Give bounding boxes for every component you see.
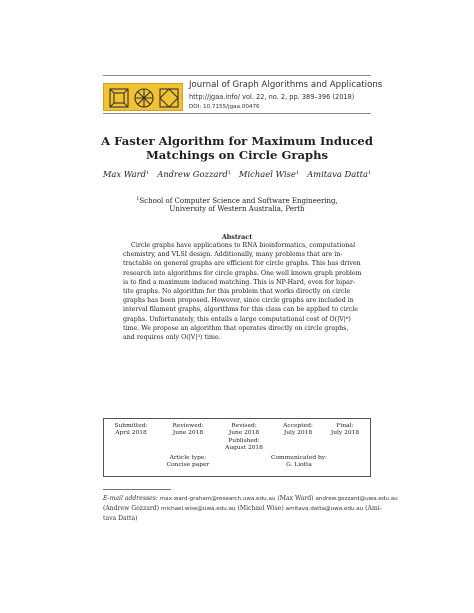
abstract-line: is to find a maximum induced matching. This is NP-Hard, even for bipar- [123, 278, 356, 286]
header-top-rule [103, 75, 371, 76]
article-type-label: Article type: [169, 455, 207, 461]
article-type-value: Concise paper [166, 462, 210, 469]
header-bottom-rule [103, 113, 371, 114]
revised-label: Revised: [231, 423, 257, 429]
email-owner: (Ami- [365, 505, 382, 512]
journal-logo [103, 83, 183, 111]
paper-title-line1: A Faster Algorithm for Maximum Induced [101, 134, 373, 148]
published-value: August 2018 [225, 445, 263, 452]
final-value: July 2018 [330, 430, 360, 437]
email-owner: (Max Ward) [277, 495, 314, 502]
author-affiliation-mark: 1 [146, 170, 150, 176]
author-affiliation-mark: 1 [367, 170, 372, 176]
submitted-cell [110, 423, 152, 438]
publication-history-box [103, 418, 371, 477]
reviewed-cell [164, 423, 212, 438]
revised-cell [219, 423, 269, 453]
final-cell [324, 423, 366, 438]
email-footnote [103, 494, 398, 524]
author-name: Amitava Datta [307, 169, 368, 179]
email-owner: tava Datta) [103, 515, 138, 522]
abstract-body [123, 241, 362, 342]
author-list [80, 169, 394, 179]
abstract-line: tractable on general graphs are efficient for circle graphs. This has driven [123, 260, 361, 268]
affiliation-mark: 1 [136, 196, 140, 202]
author-affiliation-mark: 1 [227, 170, 231, 176]
communicated-value: G. Liotta [286, 462, 312, 469]
email-label: E-mail addresses: [103, 495, 158, 502]
abstract-heading: Abstract [221, 233, 253, 241]
abstract-line: time. We propose an algorithm that operates directly on circle graphs, [123, 324, 349, 332]
final-label: Final: [336, 423, 354, 429]
email-link[interactable]: amitava.datta@uwa.edu.au [285, 506, 364, 512]
reviewed-label: Reviewed: [172, 423, 204, 429]
affiliation-text: School of Computer Science and Software Engineering, [139, 197, 338, 205]
journal-name: Journal of Graph Algorithms and Applications [189, 80, 383, 90]
footnote-line [103, 504, 388, 514]
submitted-label: Submitted: [114, 423, 148, 429]
footnote-rule [103, 489, 171, 490]
email-owner: (Michael Wise) [237, 505, 284, 512]
abstract-line: graphs. Unfortunately, this entails a large computational cost of O(|V|⁶) [123, 315, 351, 323]
affiliation-line2: University of Western Australia, Perth [169, 205, 305, 213]
email-owner: (Andrew Gozzard) [103, 505, 160, 512]
email-link[interactable]: andrew.gozzard@uwa.edu.au [315, 496, 398, 502]
article-type-cell [162, 455, 214, 470]
email-link[interactable]: max.ward-graham@research.uwa.edu.au [159, 496, 276, 502]
paper-title-line2: Matchings on Circle Graphs [145, 148, 329, 162]
reviewed-value: June 2018 [172, 430, 204, 437]
journal-volume-link[interactable]: http://jgaa.info/ vol. 22, no. 2, pp. 389–396 (2018) [189, 93, 355, 101]
communicated-label: Communicated by: [270, 455, 328, 461]
author-name: Andrew Gozzard [157, 169, 228, 179]
abstract-line: interval filament graphs, algorithms for this class can be applied to circle [123, 306, 359, 314]
accepted-label: Accepted: [283, 423, 313, 429]
communicated-cell [270, 455, 328, 470]
abstract-line: and requires only O(|V|³) time. [123, 334, 221, 342]
journal-logo-graphic [104, 84, 184, 112]
author-affiliation-mark: 1 [295, 170, 300, 176]
submitted-value: April 2018 [115, 430, 147, 437]
footnote-line [103, 494, 398, 504]
journal-doi[interactable]: DOI: 10.7155/jgaa.00476 [189, 104, 260, 110]
abstract-line: tite graphs. No algorithm for this problem that works directly on circle [123, 288, 351, 296]
footnote-line [103, 514, 388, 524]
abstract-line: Circle graphs have applications to RNA bioinformatics, computational [131, 242, 356, 249]
email-link[interactable]: michael.wise@uwa.edu.au [161, 506, 236, 512]
author-name: Max Ward [102, 169, 147, 179]
abstract-line: research into algorithms for circle graphs. One well known graph problem [123, 269, 362, 277]
published-label: Published: [228, 437, 260, 444]
abstract-line: graphs has been proposed. However, since circle graphs are included in [123, 297, 354, 305]
revised-value: June 2018 [228, 430, 260, 437]
accepted-value: July 2018 [283, 430, 313, 437]
accepted-cell [274, 423, 322, 438]
author-name: Michael Wise [238, 169, 296, 179]
abstract-line: chemistry, and VLSI design. Additionally, many problems that are in- [123, 251, 343, 259]
